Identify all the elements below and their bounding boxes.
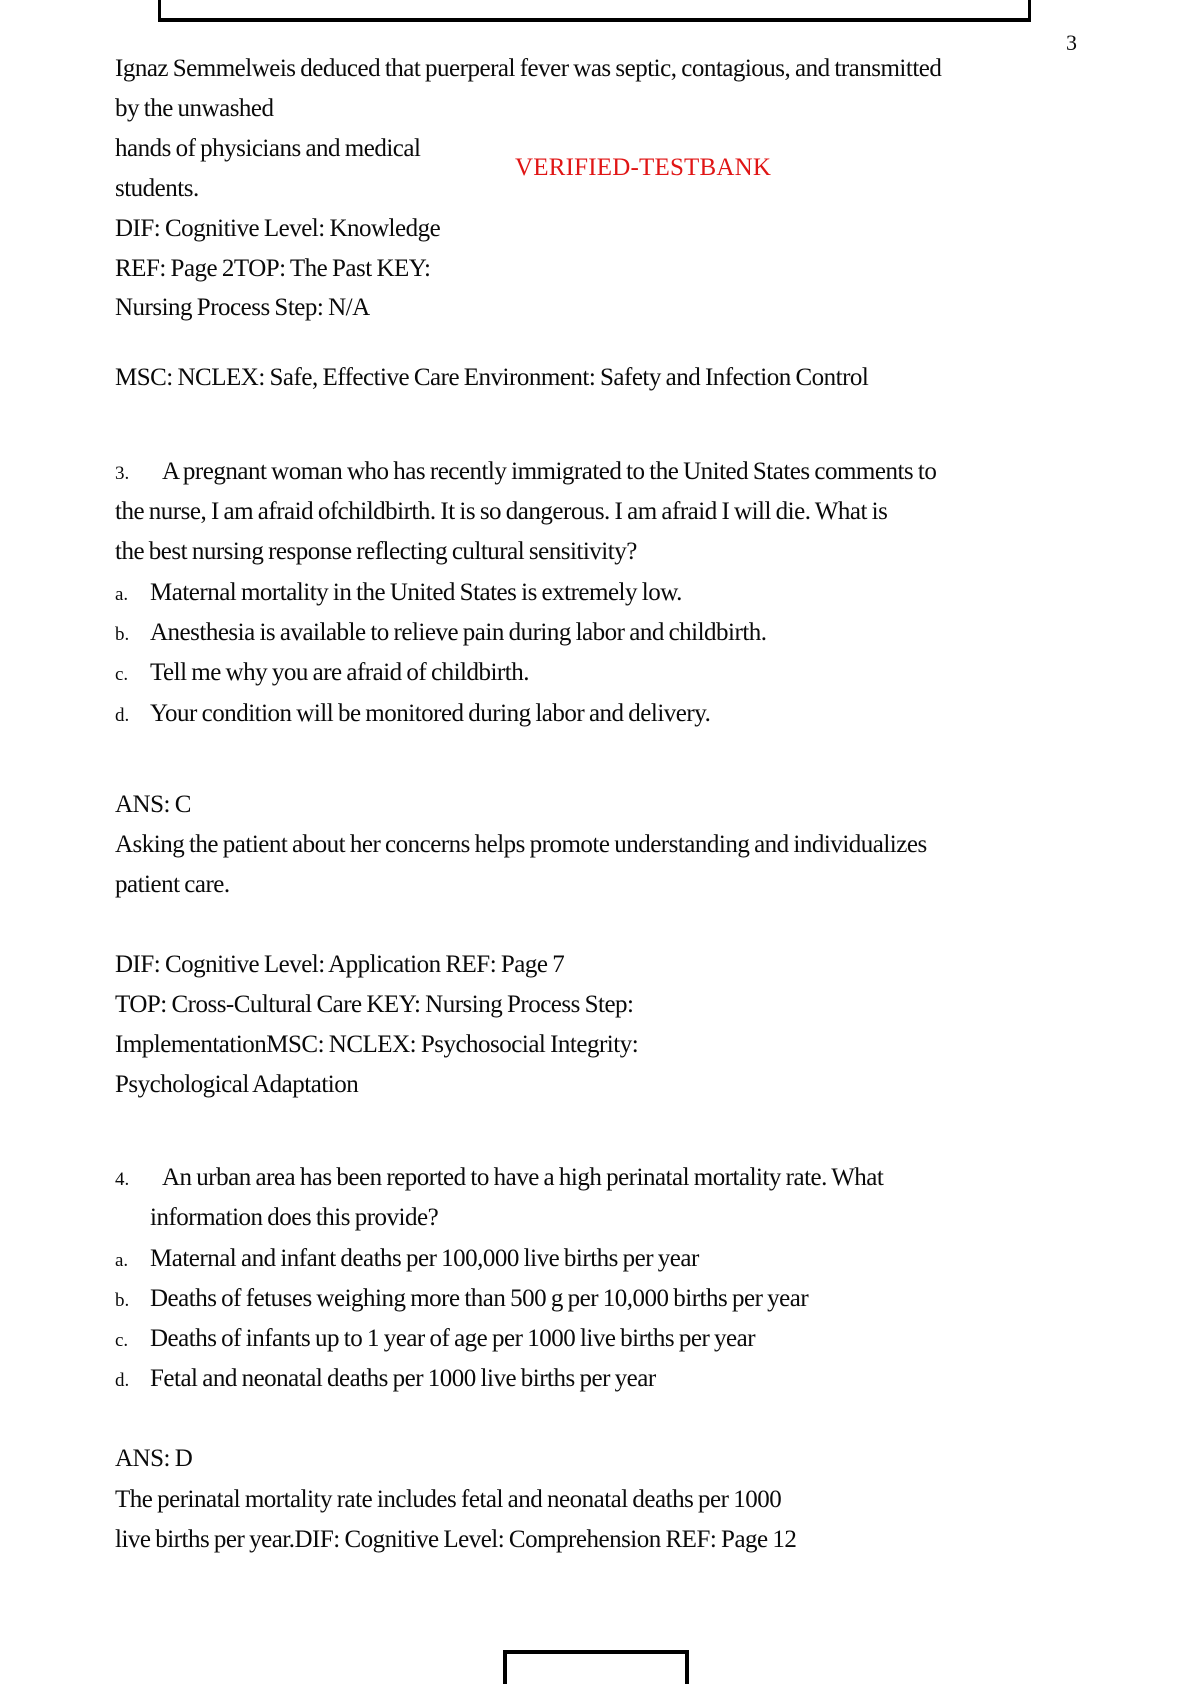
question4-option-b: b. Deaths of fetuses weighing more than 500 g per 10,000 births per year <box>115 1283 808 1317</box>
option-letter: d. <box>115 705 130 726</box>
question3-stem-line3: the best nursing response reflecting cultural sensitivity? <box>115 538 637 565</box>
meta-line-msc: MSC: NCLEX: Safe, Effective Care Environment: Safety and Infection Control <box>115 364 869 391</box>
option-letter: b. <box>115 624 130 645</box>
top-cropped-box <box>158 0 1031 22</box>
text-line: Ignaz Semmelweis deduced that puerperal fever was septic, contagious, and transmitted <box>115 55 942 82</box>
question4-rationale-line2: live births per year.DIF: Cognitive Level: Comprehension REF: Page 12 <box>115 1526 797 1553</box>
option-letter: d. <box>115 1370 130 1391</box>
question3-option-c: c. Tell me why you are afraid of childbirth. <box>115 657 529 691</box>
question3-answer: ANS: C <box>115 791 191 818</box>
question3-stem-line1: 3. A pregnant woman who has recently immigrated to the United States comments to <box>115 456 936 490</box>
question4-answer: ANS: D <box>115 1445 193 1472</box>
question4-number: 4. <box>115 1169 130 1190</box>
question3-option-b: b. Anesthesia is available to relieve pain during labor and childbirth. <box>115 617 767 651</box>
meta-line-dif: DIF: Cognitive Level: Knowledge <box>115 215 441 242</box>
question4-option-c: c. Deaths of infants up to 1 year of age per 1000 live births per year <box>115 1323 755 1357</box>
page-number: 3 <box>1066 30 1077 55</box>
question3-option-d: d. Your condition will be monitored during labor and delivery. <box>115 698 710 732</box>
question4-option-d: d. Fetal and neonatal deaths per 1000 live births per year <box>115 1363 656 1397</box>
watermark-text: VERIFIED-TESTBANK <box>515 154 772 181</box>
text-line: by the unwashed <box>115 95 274 122</box>
question3-rationale-line2: patient care. <box>115 871 230 898</box>
option-letter: c. <box>115 664 129 685</box>
option-letter: b. <box>115 1290 130 1311</box>
question4-stem-line1: 4. An urban area has been reported to have a high perinatal mortality rate. What <box>115 1162 883 1196</box>
question4-stem-line2: information does this provide? <box>150 1204 439 1231</box>
question3-rationale-line1: Asking the patient about her concerns helps promote understanding and individualizes <box>115 831 927 858</box>
meta-line-adaptation: Psychological Adaptation <box>115 1071 359 1098</box>
meta-line-msc: ImplementationMSC: NCLEX: Psychosocial Integrity: <box>115 1031 639 1058</box>
meta-line-ref: REF: Page 2TOP: The Past KEY: <box>115 255 431 282</box>
text-line: students. <box>115 175 199 202</box>
text-line: hands of physicians and medical <box>115 135 421 162</box>
option-letter: c. <box>115 1330 129 1351</box>
question3-number: 3. <box>115 463 130 484</box>
question3-stem-line2: the nurse, I am afraid ofchildbirth. It is so dangerous. I am afraid I will die. What is <box>115 498 888 525</box>
question4-rationale-line1: The perinatal mortality rate includes fetal and neonatal deaths per 1000 <box>115 1486 782 1513</box>
option-letter: a. <box>115 584 129 605</box>
question3-option-a: a. Maternal mortality in the United States is extremely low. <box>115 577 682 611</box>
option-letter: a. <box>115 1250 129 1271</box>
meta-line-top: TOP: Cross-Cultural Care KEY: Nursing Process Step: <box>115 991 634 1018</box>
bottom-cropped-box <box>503 1650 689 1684</box>
meta-line-dif: DIF: Cognitive Level: Application REF: Page 7 <box>115 951 565 978</box>
meta-line-nursing-step: Nursing Process Step: N/A <box>115 294 370 321</box>
question4-option-a: a. Maternal and infant deaths per 100,000 live births per year <box>115 1243 699 1277</box>
